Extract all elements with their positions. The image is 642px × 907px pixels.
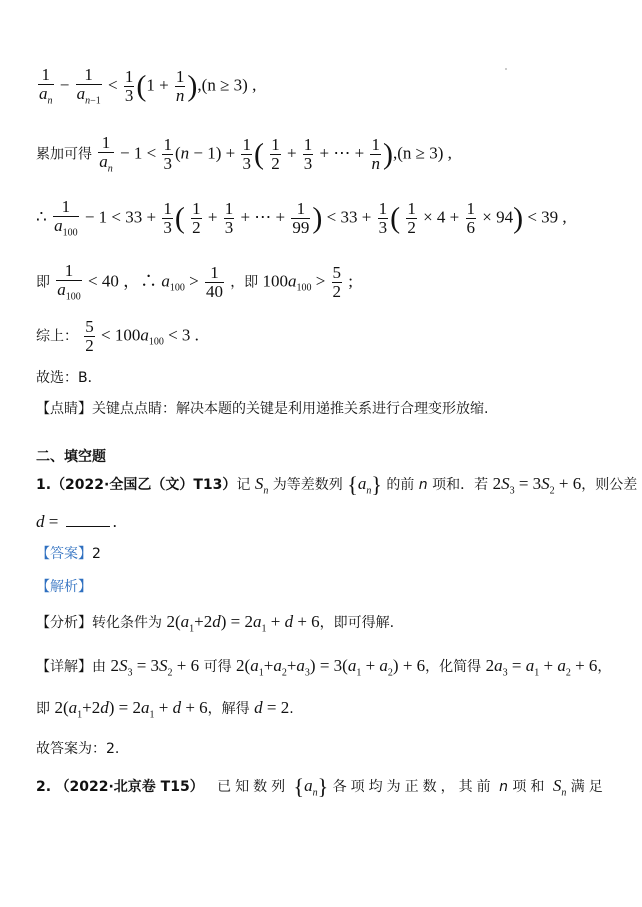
xiangjie-c: ，化简得 bbox=[425, 659, 482, 675]
q2-text-a: 已知数列 bbox=[217, 779, 290, 795]
answer-value: 2 bbox=[92, 546, 101, 562]
xiangjie-a: 由 bbox=[92, 659, 106, 675]
dianjing-label: 【点睛】 bbox=[36, 401, 92, 417]
question-1-blank-line: d = . bbox=[36, 512, 117, 531]
q1-source: （2022·全国乙（文）T13） bbox=[51, 477, 237, 493]
dianjing-line bbox=[36, 398, 488, 418]
formula-line-4: 即 $\frac{1}{a_{100}}$ < 40 ，∴ $a_{100}$ > $\frac{1}{40}$ ，即 $100a_{100}$ > $\frac{5}{2}$ ; bbox=[36, 261, 354, 303]
formula-line-2: 累加可得 $\frac{1}{a_n}$ − 1 < $\frac{1}{3}$ (n − 1) + $\frac{1}{3}$ ( $\frac{1}{2}$ + $\frac{1}{3}$ + ⋯ + $\frac{1}{n}$ ),(n ≥ 3) , bbox=[36, 133, 452, 175]
line5-prefix: 综上： bbox=[36, 328, 78, 345]
xiangjie-d: ， bbox=[597, 659, 612, 675]
q1-text-a: 记 bbox=[236, 477, 251, 493]
answer-blank bbox=[66, 526, 110, 527]
xiangjie-line: 【详解】由 $2S_3 = 3S_2 + 6$ 可得 $2(a_1+a_2+a_3) = 3(a_1 + a_2) + 6$，化简得 $2a_3 = a_1 + a_2 + 6$， bbox=[36, 656, 612, 679]
q2-text-b: 各项均为正数，其前 bbox=[332, 779, 495, 795]
speck bbox=[505, 68, 507, 70]
line2-tail: ,(n ≥ 3) , bbox=[392, 143, 452, 163]
q1-number: 1. bbox=[36, 477, 52, 493]
q1-text-b: 为等差数列 bbox=[272, 477, 343, 493]
analysis-label: 【解析】 bbox=[36, 579, 92, 595]
fenxi-label: 【分析】 bbox=[36, 615, 92, 631]
q1-text-e: ，则公差 bbox=[581, 477, 638, 493]
fenxi-line: 【分析】转化条件为 $2(a_1+2d) = 2a_1 + d + 6$，即可得解. bbox=[36, 612, 395, 635]
xiangjie-b: 可得 bbox=[203, 659, 232, 675]
q1-text-d: 项和．若 bbox=[432, 477, 489, 493]
line4-mid1: < 40 ，∴ bbox=[88, 271, 158, 291]
line1-tail: ,(n ≥ 3) , bbox=[197, 75, 257, 95]
therefore-symbol: ∴ bbox=[36, 207, 47, 227]
formula-line-3: ∴ $\frac{1}{a_{100}}$ − 1 < 33 + $\frac{1}{3}$ ( $\frac{1}{2}$ + $\frac{1}{3}$ + ⋯ + $\frac{1}{99}$ ) < 33 + $\frac{1}{3}$ ( $\frac{1}{2}$ × 4 + $\frac{1}{6}$ × 94) < 39 , bbox=[36, 197, 567, 239]
q2-number: 2. bbox=[36, 779, 52, 795]
question-2-line: 2. （2022·北京卷 T15） 已知数列 $\{a_n\}$ 各项均为正数，其前 n 项和 $S_n$ 满足 bbox=[36, 774, 607, 800]
formula-line-5: 综上： $\frac{5}{2}$ < $100a_{100} < 3$ . bbox=[36, 317, 199, 355]
dianjing-text: 关键点点睛：解决本题的关键是利用递推关系进行合理变形放缩. bbox=[92, 401, 489, 417]
answer-label: 【答案】 bbox=[36, 546, 92, 562]
line4-prefix: 即 bbox=[36, 274, 50, 291]
section-heading: 二、填空题 bbox=[36, 449, 106, 465]
choice-line: 故选：B． bbox=[36, 370, 102, 386]
xiangjie-label: 【详解】 bbox=[36, 659, 92, 675]
xiangjie-line-2: 即 $2(a_1+2d) = 2a_1 + d + 6$，解得 d = 2. bbox=[36, 698, 294, 721]
formula-line-1: $\frac{1}{a_n}$ − $\frac{1}{a_{n-1}}$ < $\frac{1}{3}$ (1 + $\frac{1}{n}$ ),(n ≥ 3) , bbox=[39, 65, 257, 107]
fenxi-text-a: 转化条件为 bbox=[92, 615, 162, 631]
q2-text-c: 项和 bbox=[512, 779, 549, 795]
question-1-line-1: 1.（2022·全国乙（文）T13）记 $S_n$ 为等差数列 $\{a_n\}$ 的前 n 项和．若 $2S_3 = 3S_2 + 6$，则公差 bbox=[36, 472, 638, 498]
fenxi-text-b: ，即可得解. bbox=[319, 615, 395, 631]
line4-mid2: ，即 bbox=[230, 274, 259, 291]
final-answer-line: 故答案为：2. bbox=[36, 741, 120, 757]
q2-source: （2022·北京卷 T15） bbox=[55, 779, 204, 795]
q1-text-c: 的前 bbox=[386, 477, 415, 493]
answer-line bbox=[36, 543, 101, 563]
line2-prefix: 累加可得 bbox=[36, 146, 92, 163]
xiangjie-e: 即 bbox=[36, 701, 50, 717]
q2-text-d: 满足 bbox=[570, 779, 607, 795]
xiangjie-f: ，解得 bbox=[207, 701, 250, 717]
